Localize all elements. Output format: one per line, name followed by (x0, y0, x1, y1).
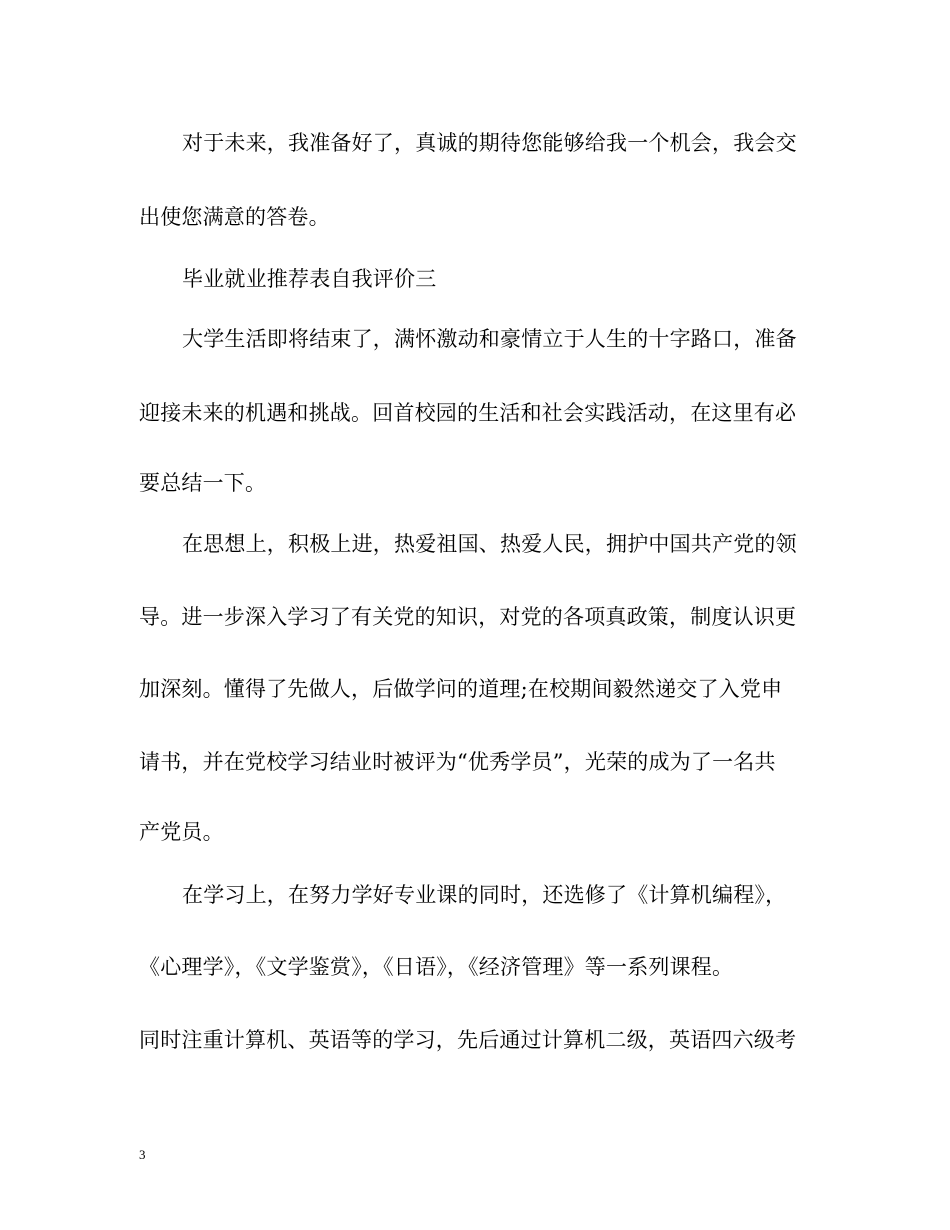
paragraph-line: 导。进一步深入学习了有关党的知识，对党的各项真政策，制度认识更 (139, 605, 797, 629)
paragraph-line: 大学生活即将结束了，满怀激动和豪情立于人生的十字路口，准备 (182, 327, 797, 351)
paragraph-line: 《心理学》，《文学鉴赏》，《日语》，《经济管理》等一系列课程。 (139, 955, 734, 979)
section-heading: 毕业就业推荐表自我评价三 (182, 267, 437, 291)
paragraph-line: 加深刻。懂得了先做人，后做学问的道理;在校期间毅然递交了入党申 (139, 677, 783, 701)
paragraph-line: 请书，并在党校学习结业时被评为“优秀学员”，光荣的成为了一名共 (139, 750, 776, 774)
paragraph-line: 迎接未来的机遇和挑战。回首校园的生活和社会实践活动，在这里有必 (139, 401, 797, 425)
paragraph-line: 对于未来，我准备好了，真诚的期待您能够给我一个机会，我会交 (182, 131, 797, 155)
paragraph-line: 出使您满意的答卷。 (139, 205, 330, 229)
paragraph-line: 产党员。 (139, 820, 224, 844)
paragraph-line: 在学习上，在努力学好专业课的同时，还选修了《计算机编程》， (182, 883, 787, 907)
paragraph-line: 在思想上，积极上进，热爱祖国、热爱人民，拥护中国共产党的领 (182, 532, 797, 556)
paragraph-line: 要总结一下。 (139, 471, 267, 495)
paragraph-line: 同时注重计算机、英语等的学习，先后通过计算机二级，英语四六级考 (139, 1028, 797, 1052)
page-number: 3 (139, 1147, 146, 1162)
